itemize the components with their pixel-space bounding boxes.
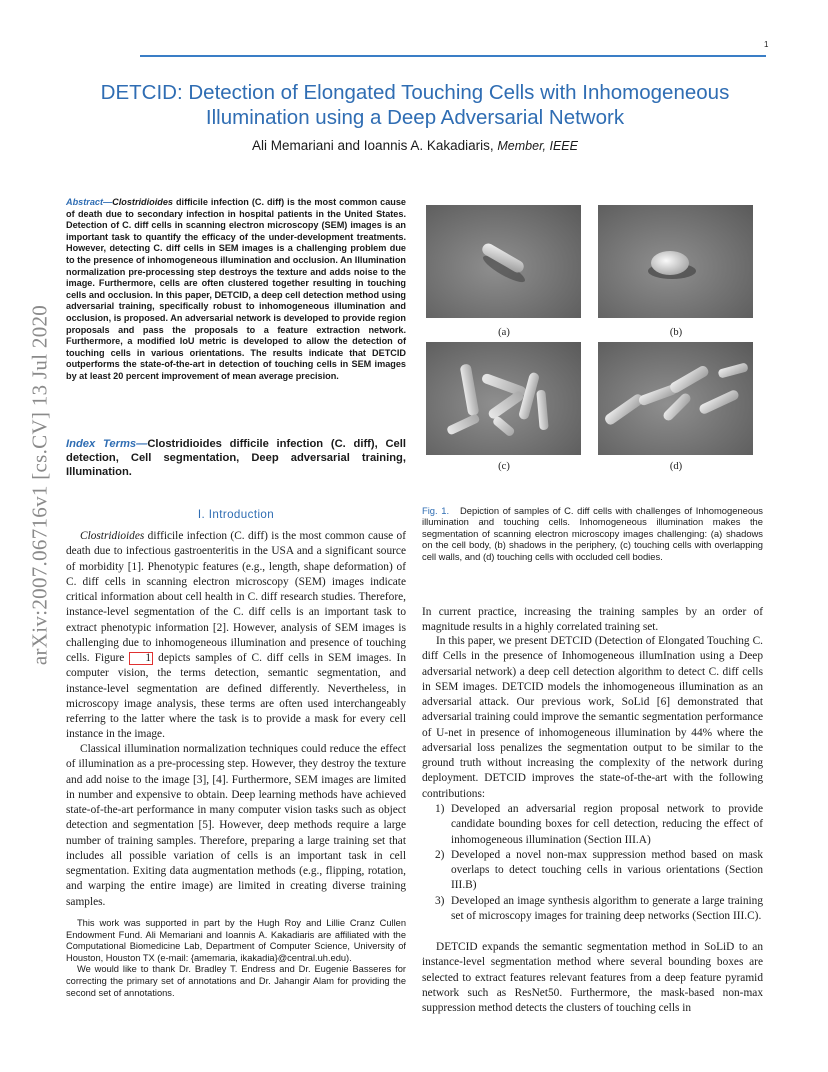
- right-paragraph-1: In current practice, increasing the training samples by an order of magnitude results in a highly correlated training set.: [422, 606, 763, 634]
- intro-species: Clostridioides: [80, 530, 145, 542]
- list-item: [422, 802, 763, 848]
- section-heading: I. Introduction: [197, 508, 275, 521]
- sublabel-a: (a): [498, 327, 510, 338]
- abstract-lead: Abstract—: [66, 197, 113, 207]
- author-line: [60, 138, 770, 153]
- list-item-number: 2): [435, 848, 445, 861]
- sem-image-a: [426, 205, 581, 318]
- list-item-text: Developed a novel non-max suppression method based on mask overlaps to detect touching cells in various orientations (Section III.B): [451, 848, 763, 892]
- list-item-text: Developed an adversarial region proposal network to provide candidate bounding boxes for cell detection, reducing the effect of inhomogeneous illumination (Section III.A): [451, 803, 763, 846]
- intro-paragraph-1: [66, 529, 406, 743]
- sem-image-b: [598, 205, 753, 318]
- list-item-number: 1): [435, 803, 445, 815]
- right-paragraph-3: DETCID expands the semantic segmentation method in SoLiD to an instance-level segmentation method where several bounding boxes are selected to extract features relevant features from a deep feature pyramid network such as ResNet50. Furthermore, the mask-based non-max suppression method detects the clusters of touching cells in: [422, 941, 763, 1014]
- paper-title: DETCID: Detection of Elongated Touching Cells with Inhomogeneous Illumination using a Deep Adversarial Network: [100, 81, 730, 129]
- sem-image-d: [598, 342, 753, 455]
- figure-1: [426, 205, 766, 475]
- sublabel-b: (b): [669, 327, 683, 338]
- list-item: [422, 848, 763, 894]
- abstract-species: Clostridioides: [112, 197, 173, 207]
- index-terms: [66, 437, 406, 480]
- figure-caption: [422, 505, 763, 562]
- index-terms-text: Clostridioides difficile infection (C. diff), Cell detection, Cell segmentation, Deep adversarial training, Illumination.: [66, 438, 406, 479]
- author-role: Member, IEEE: [497, 139, 578, 153]
- authors: Ali Memariani and Ioannis A. Kakadiaris,: [252, 138, 494, 153]
- right-paragraph-2: In this paper, we present DETCID (Detection of Elongated Touching C. diff Cells in the presence of Inhomogeneous illumInation using a Deep adversarial network) a deep cell detection algorithm to detect C. diff cells in SEM images. DETCID models the inhomogeneous illumination as an adversarial attack. Our previous work, SoLid [6] demonstrated that adversarial training could improve the semantic segmentation performance of U-net in presence of inhomogeneous illumination by 44% where the adversarial loss penalizes the segmentation output to be similar to the ground truth without increasing the complexity of the network during deployment. DETCID improves the state-of-the-art with the following contributions:: [422, 635, 763, 800]
- list-item-text: Developed an image synthesis algorithm to generate a large training set of microscopy images for training deep networks (Section III.C).: [451, 894, 763, 922]
- index-terms-lead: Index Terms—: [66, 438, 148, 450]
- footnote-thanks: We would like to thank Dr. Bradley T. Endress and Dr. Eugenie Basseres for correcting the primary set of annotations and Dr. Jahangir Alam for providing the second set of annotations.: [66, 964, 406, 998]
- arxiv-stamp: arXiv:2007.06716v1 [cs.CV] 13 Jul 2020: [27, 304, 52, 666]
- contributions-list: [422, 802, 763, 924]
- intro-p1-part-a: difficile infection (C. diff) is the most common cause of death due to infectious gastroenteritis in the USA and a significant source of morbidity [1]. Phenotypic features (e.g., length, shape deformation) of C. diff cells in scanning electron microscopy (SEM) images indicate critical information about cell health in C. diff research studies. Therefore, instance-level segmentation of the C. diff cells is an important task to extract phenotypic information [2]. However, analysis of SEM images is challenging due to inhomogeneous illumination and presence of touching cells. Figure: [66, 530, 406, 664]
- footnote: [66, 918, 406, 999]
- figure-ref-link[interactable]: 1: [129, 652, 153, 665]
- sem-image-c: [426, 342, 581, 455]
- header-rule: [140, 55, 766, 57]
- intro-paragraph-2: Classical illumination normalization techniques could reduce the effect of illumination as a pre-processing step. However, they destroy the texture and add noise to the image [3], [4]. Furthermore, SEM images are limited in number and expensive to obtain. Deep learning methods have achieved state-of-the-art performance in many computer vision tasks such as object detection and segmentation [5]. However, deep methods require a large number of training samples. Therefore, preparing a large training set that includes all possible variation of cells is an important task in cell segmentation. Exiting data augmentation methods (e.g., flipping, rotation, and warping the entire image) are limited in creating diverse training samples.: [66, 743, 406, 908]
- page-number: 1: [764, 40, 769, 49]
- caption-text: Depiction of samples of C. diff cells with challenges of Inhomogeneous illumination and touching cells. Inhomogeneous illumination makes the segmentation of scanning electron microscopy images challenging: (a) shadows on the cell body, (b) shadows in the periphery, (c) touching cells with overlapping cell walls, and (d) touching cells with occluded cell bodies.: [422, 505, 763, 562]
- abstract-text: difficile infection (C. diff) is the most common cause of death due to secondary infection in hospital patients in the United States. Detection of C. diff cells in scanning electron microscopy (SEM) images is an important task to quantify the efficacy of the under-development treatments. However, detecting C. diff cells in SEM images is a challenging problem due to the presence of inhomogeneous illumination and occlusion. An Illumination normalization pre-processing step destroys the texture and adds noise to the image. Furthermore, cells are often clustered together resulting in touching cells and occlusion. In this paper, DETCID, a deep cell detection method using adversarial training, specifically robust to inhomogeneous illumination and occlusion, is proposed. An adversarial network is developed to provide region proposals and pass the proposals to a feature extraction network. Furthermore, a modified IoU metric is developed to allow the detection of touching cells in various orientations. The results indicate that DETCID outperforms the state-of-the-art in detection of touching cells in SEM images by at least 20 percent improvement of mean average precision.: [66, 197, 406, 381]
- intro-p1-part-b: depicts samples of C. diff cells in SEM images. In computer vision, the terms detection, semantic segmentation, and instance-level segmentation are defined differently. Nevertheless, in microscopy image analysis, these terms are often used interchangeably referring to the latter where the task is to provide a mask for every cell instance in the image.: [66, 652, 406, 741]
- caption-label: Fig. 1.: [422, 505, 450, 516]
- list-item-number: 3): [435, 894, 445, 907]
- abstract: [66, 197, 406, 383]
- sublabel-d: (d): [669, 461, 683, 472]
- list-item: [422, 894, 763, 925]
- footnote-funding: This work was supported in part by the Hugh Roy and Lillie Cranz Cullen Endowment Fund. Ali Memariani and Ioannis A. Kakadiaris are affiliated with the Computational Biomedicine Lab, Department of Computer Science, University of Houston, Houston TX (e-mail: {amemaria, ikakadia}@central.uh.edu).: [66, 918, 406, 963]
- sublabel-c: (c): [498, 461, 510, 472]
